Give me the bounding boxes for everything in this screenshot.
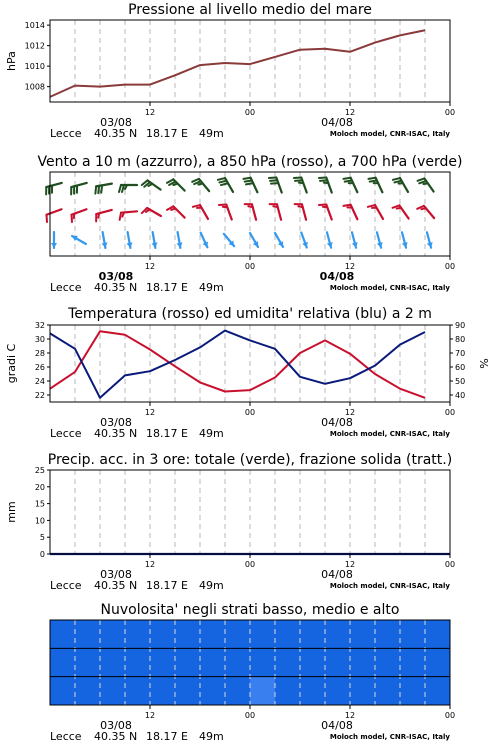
barb-feather	[319, 177, 326, 178]
y-axis-label-right: %	[478, 358, 491, 368]
barb-feather	[271, 183, 278, 184]
x-tick-label: 12	[145, 408, 155, 417]
location-lon: 18.17 E	[146, 730, 188, 743]
cloud-cell	[250, 648, 276, 677]
x-date-label: 03/08	[100, 116, 132, 129]
cloud-cell	[250, 620, 276, 649]
location-lat: 40.35 N	[94, 579, 137, 592]
location-lat: 40.35 N	[94, 281, 137, 294]
wind-barb	[192, 179, 209, 191]
barb-feather	[148, 184, 152, 186]
cloud-cell	[150, 620, 176, 649]
x-tick-label: 12	[145, 262, 155, 271]
model-credit: Moloch model, CNR-ISAC, Italy	[330, 130, 451, 138]
barb-feather	[345, 180, 352, 181]
barb-feather	[173, 184, 177, 185]
cloud-cell	[325, 648, 351, 677]
cloud-cell	[100, 677, 126, 706]
wind-barb	[95, 184, 112, 194]
cloud-cell	[425, 648, 451, 677]
wind-barb	[167, 206, 185, 217]
wind-barb	[142, 180, 161, 189]
cloud-cell	[400, 677, 426, 706]
barb-feather	[245, 180, 252, 181]
x-tick-label: 12	[345, 408, 355, 417]
barb-feather	[368, 178, 375, 179]
wind-barb	[96, 210, 112, 221]
barb-feather	[98, 186, 99, 193]
wind-barb	[46, 183, 62, 194]
cloud-cell	[250, 677, 276, 706]
cloud-cell	[225, 677, 251, 706]
model-credit: Moloch model, CNR-ISAC, Italy	[330, 733, 451, 741]
location-alt: 49m	[199, 127, 224, 140]
barb-feather	[295, 180, 302, 181]
cloud-cell	[425, 620, 451, 649]
barb-feather	[119, 185, 121, 192]
wind-barb	[167, 179, 185, 190]
y-tick-label: 10	[35, 516, 45, 525]
barb-feather	[246, 183, 253, 184]
cloud-cell	[125, 648, 151, 677]
panel-title: Pressione al livello medio del mare	[128, 2, 372, 18]
model-credit: Moloch model, CNR-ISAC, Italy	[330, 430, 451, 438]
location-alt: 49m	[199, 427, 224, 440]
cloud-cell	[150, 648, 176, 677]
y-tick-label: 1008	[25, 83, 45, 92]
x-date-label: 04/08	[321, 568, 353, 581]
barb-feather	[323, 207, 327, 208]
cloud-cell	[100, 648, 126, 677]
humidity-line	[50, 331, 425, 398]
y-tick-label: 24	[35, 377, 45, 386]
x-tick-label: 12	[145, 711, 155, 720]
pressure-line	[50, 30, 425, 97]
location-city: Lecce	[50, 579, 82, 592]
barb-head	[51, 243, 57, 248]
cloud-cell	[50, 620, 76, 649]
barb-feather	[198, 183, 202, 184]
y-tick-label: 15	[35, 500, 45, 509]
cloud-cell	[100, 620, 126, 649]
cloud-cell	[300, 677, 326, 706]
barb-feather	[423, 183, 427, 184]
x-tick-label: 00	[245, 108, 255, 117]
cloud-cell	[125, 677, 151, 706]
wind-barb	[127, 232, 133, 248]
barb-feather	[98, 213, 99, 217]
barb-feather	[273, 206, 277, 207]
wind-barb	[417, 206, 434, 218]
location-alt: 49m	[199, 730, 224, 743]
temperature-line	[50, 331, 425, 398]
y-tick-label: 20	[35, 483, 45, 492]
barb-feather	[269, 177, 276, 178]
barb-feather	[74, 214, 75, 218]
cloud-cell	[75, 620, 101, 649]
barb-feather	[393, 178, 400, 180]
location-lon: 18.17 E	[146, 127, 188, 140]
y-tick-label: 0	[40, 550, 45, 559]
x-tick-label: 00	[445, 108, 455, 117]
barb-feather	[418, 178, 425, 180]
y-tick-label: 1014	[25, 21, 45, 30]
cloud-cell	[200, 620, 226, 649]
panel-3	[5, 452, 455, 592]
x-tick-label: 00	[245, 560, 255, 569]
barb-feather	[171, 208, 175, 209]
y-tick-label-right: 70	[455, 349, 465, 358]
wind-barb	[177, 232, 183, 248]
location-lon: 18.17 E	[146, 579, 188, 592]
x-tick-label: 12	[145, 560, 155, 569]
wind-barb	[71, 209, 86, 222]
location-city: Lecce	[50, 427, 82, 440]
wind-barb	[393, 205, 409, 218]
barb-feather	[343, 178, 350, 179]
cloud-cell	[225, 620, 251, 649]
x-date-label: 04/08	[320, 270, 355, 283]
x-tick-label: 12	[145, 108, 155, 117]
x-tick-label: 12	[345, 560, 355, 569]
y-axis-label: mm	[5, 501, 18, 522]
y-tick-label: 28	[35, 349, 45, 358]
y-axis-label: hPa	[5, 51, 18, 71]
location-city: Lecce	[50, 281, 82, 294]
wind-barb	[418, 178, 434, 191]
x-date-label: 03/08	[100, 719, 132, 732]
panel-2	[5, 306, 491, 440]
wind-barb	[201, 233, 208, 248]
panel-1	[37, 154, 462, 294]
cloud-cell	[50, 677, 76, 706]
wind-barb	[120, 211, 137, 220]
panel-title: Nuvolosita' negli strati basso, medio e alto	[101, 602, 400, 618]
cloud-cell	[300, 648, 326, 677]
x-tick-label: 00	[445, 711, 455, 720]
y-tick-label: 22	[35, 391, 45, 400]
barb-feather	[397, 208, 401, 209]
wind-barb	[301, 232, 308, 247]
cloud-cell	[125, 620, 151, 649]
wind-barb	[152, 232, 158, 248]
cloud-cell	[175, 677, 201, 706]
barb-feather	[218, 178, 225, 180]
x-tick-label: 12	[345, 108, 355, 117]
cloud-cell	[175, 648, 201, 677]
x-date-label: 03/08	[99, 270, 134, 283]
cloud-cell	[425, 677, 451, 706]
x-tick-label: 00	[445, 560, 455, 569]
location-lat: 40.35 N	[94, 427, 137, 440]
cloud-cell	[350, 648, 376, 677]
y-tick-label-right: 50	[455, 377, 465, 386]
cloud-cell	[200, 677, 226, 706]
barb-feather	[421, 208, 425, 209]
x-date-label: 03/08	[100, 416, 132, 429]
location-lat: 40.35 N	[94, 730, 137, 743]
x-tick-label: 00	[445, 408, 455, 417]
barb-shaft	[46, 209, 61, 214]
y-tick-label-right: 90	[455, 321, 465, 330]
barb-feather	[299, 183, 303, 184]
location-lon: 18.17 E	[146, 427, 188, 440]
wind-barb	[72, 236, 86, 244]
cloud-cell	[275, 648, 301, 677]
panel-title: Vento a 10 m (azzurro), a 850 hPa (rosso), a 700 hPa (verde)	[37, 154, 462, 170]
y-tick-label-right: 60	[455, 363, 465, 372]
cloud-cell	[200, 648, 226, 677]
location-alt: 49m	[199, 281, 224, 294]
y-tick-label: 26	[35, 363, 45, 372]
barb-feather	[71, 215, 72, 222]
cloud-cell	[225, 648, 251, 677]
x-tick-label: 00	[445, 262, 455, 271]
wind-barb	[275, 233, 283, 247]
wind-barb	[142, 208, 161, 216]
barb-feather	[324, 183, 328, 184]
cloud-cell	[275, 620, 301, 649]
model-credit: Moloch model, CNR-ISAC, Italy	[330, 284, 451, 292]
y-tick-label: 1010	[25, 62, 45, 71]
location-city: Lecce	[50, 127, 82, 140]
location-alt: 49m	[199, 579, 224, 592]
x-tick-label: 00	[245, 262, 255, 271]
wind-barb	[402, 232, 408, 247]
cloud-cell	[350, 677, 376, 706]
panel-4	[50, 602, 455, 743]
wind-barb	[71, 183, 87, 194]
barb-feather	[101, 185, 102, 192]
wind-barb	[377, 232, 383, 247]
y-tick-label: 30	[35, 335, 45, 344]
location-lon: 18.17 E	[146, 281, 188, 294]
panel-title: Precip. acc. in 3 ore: totale (verde), frazione solida (tratt.)	[48, 452, 452, 468]
barb-feather	[298, 206, 302, 207]
wind-barb	[46, 209, 61, 222]
barb-feather	[343, 205, 350, 206]
cloud-cell	[400, 648, 426, 677]
y-tick-label: 5	[40, 533, 45, 542]
panel-0	[5, 2, 455, 140]
x-tick-label: 12	[345, 262, 355, 271]
barb-feather	[294, 177, 301, 178]
x-tick-label: 00	[245, 711, 255, 720]
cloud-cell	[175, 620, 201, 649]
cloud-cell	[325, 677, 351, 706]
barb-feather	[193, 205, 200, 207]
barb-feather	[219, 204, 226, 205]
barb-feather	[248, 206, 252, 207]
x-date-label: 03/08	[100, 568, 132, 581]
y-tick-label-right: 40	[455, 391, 465, 400]
cloud-cell	[375, 620, 401, 649]
cloud-cell	[350, 620, 376, 649]
cloud-cell	[325, 620, 351, 649]
cloud-cell	[300, 620, 326, 649]
barb-feather	[223, 207, 227, 208]
barb-feather	[270, 180, 277, 181]
barb-feather	[95, 186, 96, 193]
y-tick-label: 1012	[25, 42, 45, 51]
y-axis-label: gradi C	[5, 343, 18, 383]
wind-barb	[102, 232, 108, 248]
barb-feather	[319, 204, 326, 205]
model-credit: Moloch model, CNR-ISAC, Italy	[330, 582, 451, 590]
cloud-cell	[50, 648, 76, 677]
x-date-label: 04/08	[321, 719, 353, 732]
wind-barb	[327, 232, 333, 247]
cloud-cell	[150, 677, 176, 706]
barb-feather	[370, 180, 377, 181]
location-lat: 40.35 N	[94, 127, 137, 140]
location-city: Lecce	[50, 730, 82, 743]
y-tick-label: 32	[35, 321, 45, 330]
cloud-cell	[75, 677, 101, 706]
wind-barb	[119, 185, 137, 192]
barb-feather	[320, 180, 327, 181]
wind-barb	[250, 233, 258, 247]
barb-feather	[243, 178, 250, 179]
cloud-cell	[275, 677, 301, 706]
cloud-cell	[400, 620, 426, 649]
cloud-cell	[375, 648, 401, 677]
barb-feather	[221, 183, 228, 185]
y-tick-label-right: 80	[455, 335, 465, 344]
barb-feather	[368, 205, 375, 207]
x-date-label: 04/08	[321, 416, 353, 429]
cloud-cell	[375, 677, 401, 706]
cloud-cell	[75, 648, 101, 677]
wind-barb	[427, 232, 433, 247]
barb-feather	[46, 215, 47, 222]
wind-barb	[352, 232, 358, 247]
x-date-label: 04/08	[321, 116, 353, 129]
barb-feather	[120, 213, 121, 220]
y-tick-label: 25	[35, 466, 45, 475]
x-tick-label: 12	[345, 711, 355, 720]
panel-title: Temperatura (rosso) ed umidita' relativa (blu) a 2 m	[67, 306, 432, 322]
x-tick-label: 00	[245, 408, 255, 417]
wind-barb	[51, 232, 57, 248]
